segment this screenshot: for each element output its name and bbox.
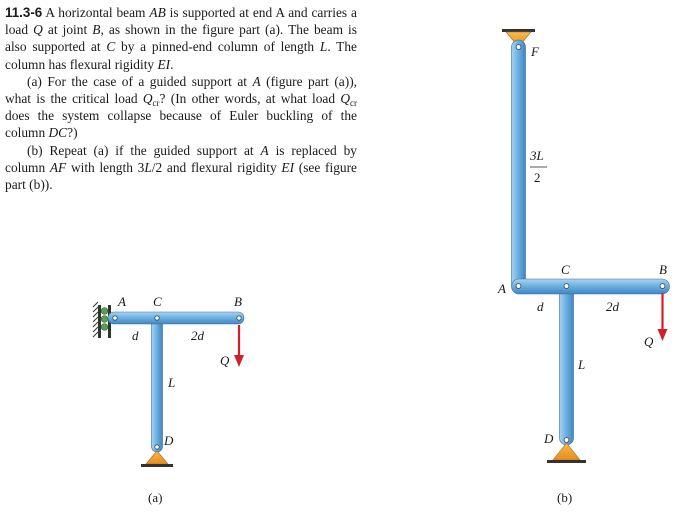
label-a: A xyxy=(118,294,126,309)
label-f: F xyxy=(531,44,539,59)
problem-part-a: (a) For the case of a guided support at A (figure part (a)), what is the critical load $Q_{cr}$? (In other words, at what load $Q_{cr}$ does the system collapse because of Euler buckling of the column DC?) xyxy=(5,73,358,141)
pin-b xyxy=(237,316,241,320)
label-c: C xyxy=(153,294,162,309)
dim-ac: d xyxy=(132,328,139,343)
pin-support-d-b xyxy=(547,443,586,463)
label-q: Q xyxy=(220,353,230,368)
dim-af-denominator: 2 xyxy=(534,170,541,185)
pin-support-d-a xyxy=(141,451,173,467)
figure-b xyxy=(497,29,670,505)
pin-a xyxy=(113,316,117,320)
label-l-b: L xyxy=(578,357,586,372)
pin-f xyxy=(516,45,521,50)
problem-part-b: (b) Repeat (a) if the guided support at A is replaced by column AF with length 3L/2 and flexural rigidity EI (see figure part (b)). xyxy=(5,142,358,193)
beam-ab-b xyxy=(512,279,670,294)
load-q-arrow-a xyxy=(234,325,244,367)
label-b-b: B xyxy=(659,262,667,277)
label-a-b: A xyxy=(498,281,506,296)
pin-d-b xyxy=(564,438,569,443)
caption-b: (b) xyxy=(557,490,573,505)
label-b: B xyxy=(234,294,242,309)
figure-a xyxy=(93,294,244,505)
label-d: D xyxy=(164,433,174,448)
pin-c xyxy=(155,316,159,320)
pin-b-b xyxy=(660,284,665,289)
caption-a: (a) xyxy=(148,490,163,505)
pin-d xyxy=(155,445,159,449)
label-q-b: Q xyxy=(644,334,654,349)
load-q-arrow-b xyxy=(658,293,668,341)
column-dc-b xyxy=(560,281,574,445)
beam-ab-a xyxy=(108,312,244,324)
dim-cb-b: 2d xyxy=(606,299,619,314)
problem-intro: 11.3-6 A horizontal beam AB is supported at end A and carries a load Q at joint B, as shown in the figure part (a). The beam is also supported at C by a pinned-end column of length L. The column has flexural rigidity EI. xyxy=(5,5,358,72)
label-c-b: C xyxy=(561,262,570,277)
dim-af-numerator: 3L xyxy=(530,148,544,163)
pin-a-b xyxy=(516,284,521,289)
column-dc-a xyxy=(152,318,163,452)
dim-cb: 2d xyxy=(191,328,204,343)
dim-ac-b: d xyxy=(537,299,544,314)
label-l: L xyxy=(168,375,176,390)
label-d-b: D xyxy=(544,431,554,446)
problem-number: 11.3-6 xyxy=(5,5,43,20)
pin-c-b xyxy=(564,284,569,289)
column-af-b xyxy=(512,40,526,291)
